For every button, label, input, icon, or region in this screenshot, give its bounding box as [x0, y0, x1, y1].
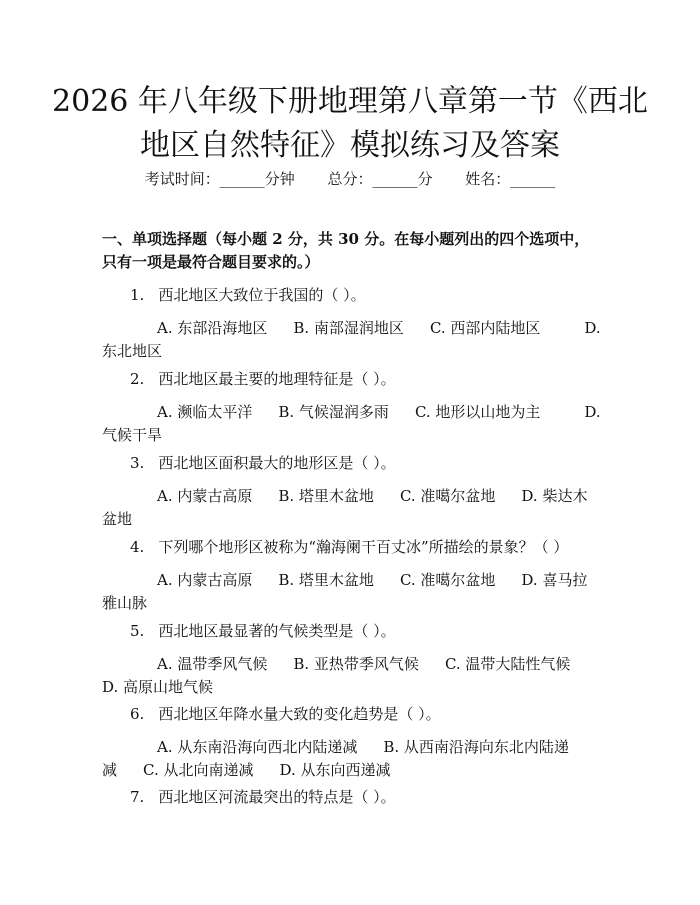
option-c: C. 温带大陆性气候	[444, 655, 571, 673]
question-number: 2.	[130, 370, 145, 388]
question-number: 4.	[130, 538, 145, 556]
question-stem: 西北地区面积最大的地形区是（ ）。	[158, 454, 396, 472]
option-a: A. 内蒙古高原	[157, 487, 253, 505]
option-list	[102, 569, 602, 615]
title-line-2: 地区自然特征》模拟练习及答案	[140, 128, 560, 163]
question-6	[102, 703, 602, 782]
option-c: C. 西部内陆地区	[429, 319, 541, 337]
option-b: B. 气候湿润多雨	[278, 403, 389, 421]
option-a: A. 濒临太平洋	[157, 403, 253, 421]
option-a: A. 从东南沿海向西北内陆递减	[157, 738, 358, 756]
option-list	[102, 653, 602, 699]
question-number: 7.	[130, 788, 145, 806]
option-b: B. 塔里木盆地	[278, 487, 374, 505]
option-c: C. 从北向南递减	[143, 761, 254, 779]
option-d: D. 从东向西递减	[279, 761, 391, 779]
option-b: B. 塔里木盆地	[278, 571, 374, 589]
option-d: D. 东北地区	[102, 319, 601, 360]
question-5	[102, 620, 602, 699]
question-number: 6.	[130, 705, 145, 723]
question-2	[102, 368, 602, 447]
option-c: C. 准噶尔盆地	[399, 487, 496, 505]
question-number: 5.	[130, 622, 145, 640]
option-list	[102, 401, 602, 447]
option-list	[102, 736, 602, 782]
option-list	[102, 317, 602, 363]
question-1	[102, 284, 602, 363]
question-4	[102, 536, 602, 615]
option-c: C. 准噶尔盆地	[399, 571, 496, 589]
exam-score: 总分：______分	[327, 170, 433, 188]
question-stem: 西北地区大致位于我国的（ ）。	[158, 286, 366, 304]
page-title	[40, 80, 660, 168]
title-line-1: 2026 年八年级下册地理第八章第一节《西北	[52, 84, 648, 119]
question-stem: 西北地区最主要的地理特征是（ ）。	[158, 370, 396, 388]
question-number: 3.	[130, 454, 145, 472]
question-stem: 西北地区年降水量大致的变化趋势是（ ）。	[158, 705, 441, 723]
option-a: A. 东部沿海地区	[157, 319, 268, 337]
question-number: 1.	[130, 286, 145, 304]
exam-meta	[0, 168, 700, 189]
option-b: B. 南部湿润地区	[293, 319, 404, 337]
section-heading: 一、单项选择题（每小题 2 分，共 30 分。在每小题列出的四个选项中，只有一项是最符合题目要求的。）	[102, 230, 590, 271]
student-name: 姓名：______	[465, 170, 556, 188]
question-stem: 西北地区最显著的气候类型是（ ）。	[158, 622, 396, 640]
option-b: B. 亚热带季风气候	[293, 655, 419, 673]
option-list	[102, 485, 602, 531]
exam-time: 考试时间：______分钟	[144, 170, 295, 188]
option-a: A. 温带季风气候	[157, 655, 268, 673]
question-7	[102, 786, 602, 809]
option-d: D. 柴达木盆地	[102, 487, 588, 528]
option-b: B. 从西南沿海向东北内陆递减	[102, 738, 569, 779]
option-d: D. 喜马拉雅山脉	[102, 571, 588, 612]
question-3	[102, 452, 602, 531]
question-stem: 西北地区河流最突出的特点是（ ）。	[158, 788, 396, 806]
question-stem: 下列哪个地形区被称为“瀚海阑干百丈冰”所描绘的景象？（ ）	[158, 538, 569, 556]
option-d: D. 高原山地气候	[102, 678, 214, 696]
option-c: C. 地形以山地为主	[414, 403, 541, 421]
option-d: D. 气候干旱	[102, 403, 601, 444]
option-a: A. 内蒙古高原	[157, 571, 253, 589]
